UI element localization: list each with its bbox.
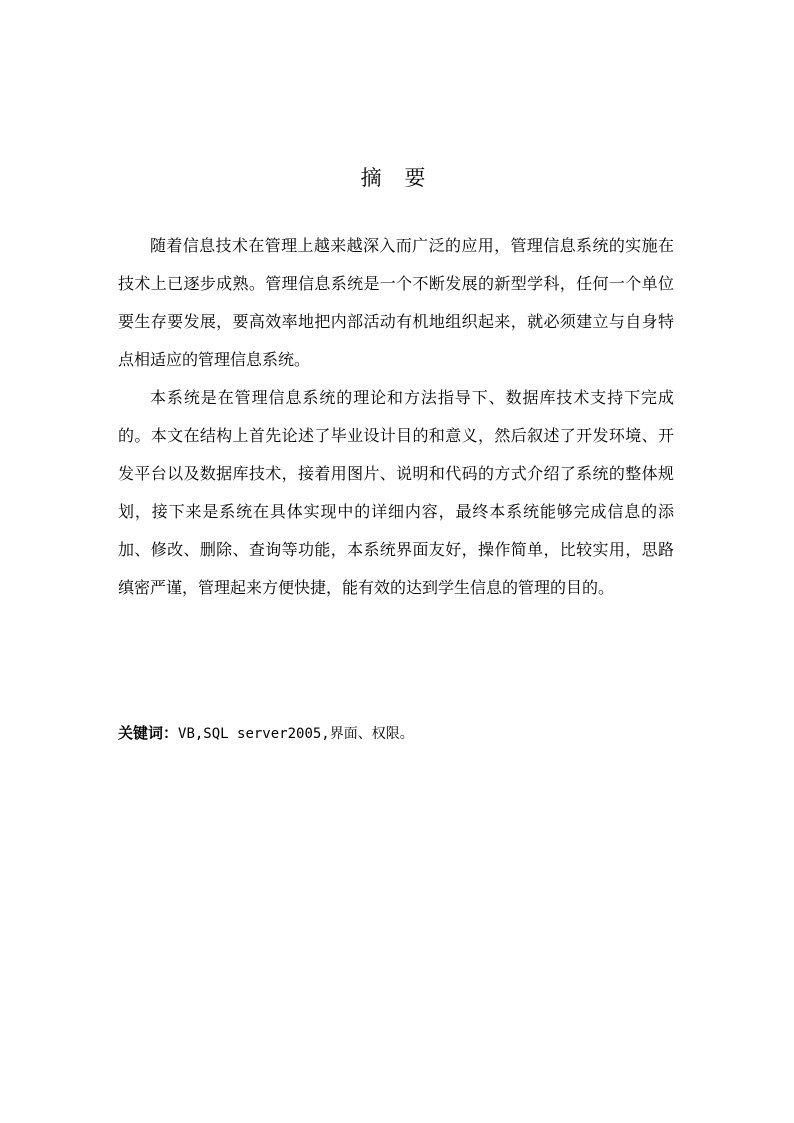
abstract-body <box>118 227 674 607</box>
keywords-label: 关键词： <box>118 724 179 742</box>
abstract-title: 摘 要 <box>360 166 434 190</box>
abstract-paragraph-1: 随着信息技术在管理上越来越深入而广泛的应用，管理信息系统的实施在技术上已逐步成熟。管理信息系统是一个不断发展的新型学科，任何一个单位要生存要发展，要高效率地把内部活动有机地组织起来，就必须建立与自身特点相适应的管理信息系统。 <box>118 236 674 369</box>
keywords-value: VB,SQL server2005,界面、权限。 <box>178 726 414 742</box>
keywords-line <box>118 722 674 745</box>
abstract-paragraph-2: 本系统是在管理信息系统的理论和方法指导下、数据库技术支持下完成的。本文在结构上首先论述了毕业设计目的和意义，然后叙述了开发环境、开发平台以及数据库技术，接着用图片、说明和代码的方式介绍了系统的整体规划，接下来是系统在具体实现中的详细内容，最终本系统能够完成信息的添加、修改、删除、查询等功能，本系统界面友好，操作简单，比较实用，思路缜密严谨，管理起来方便快捷，能有效的达到学生信息的管理的目的。 <box>118 388 674 597</box>
